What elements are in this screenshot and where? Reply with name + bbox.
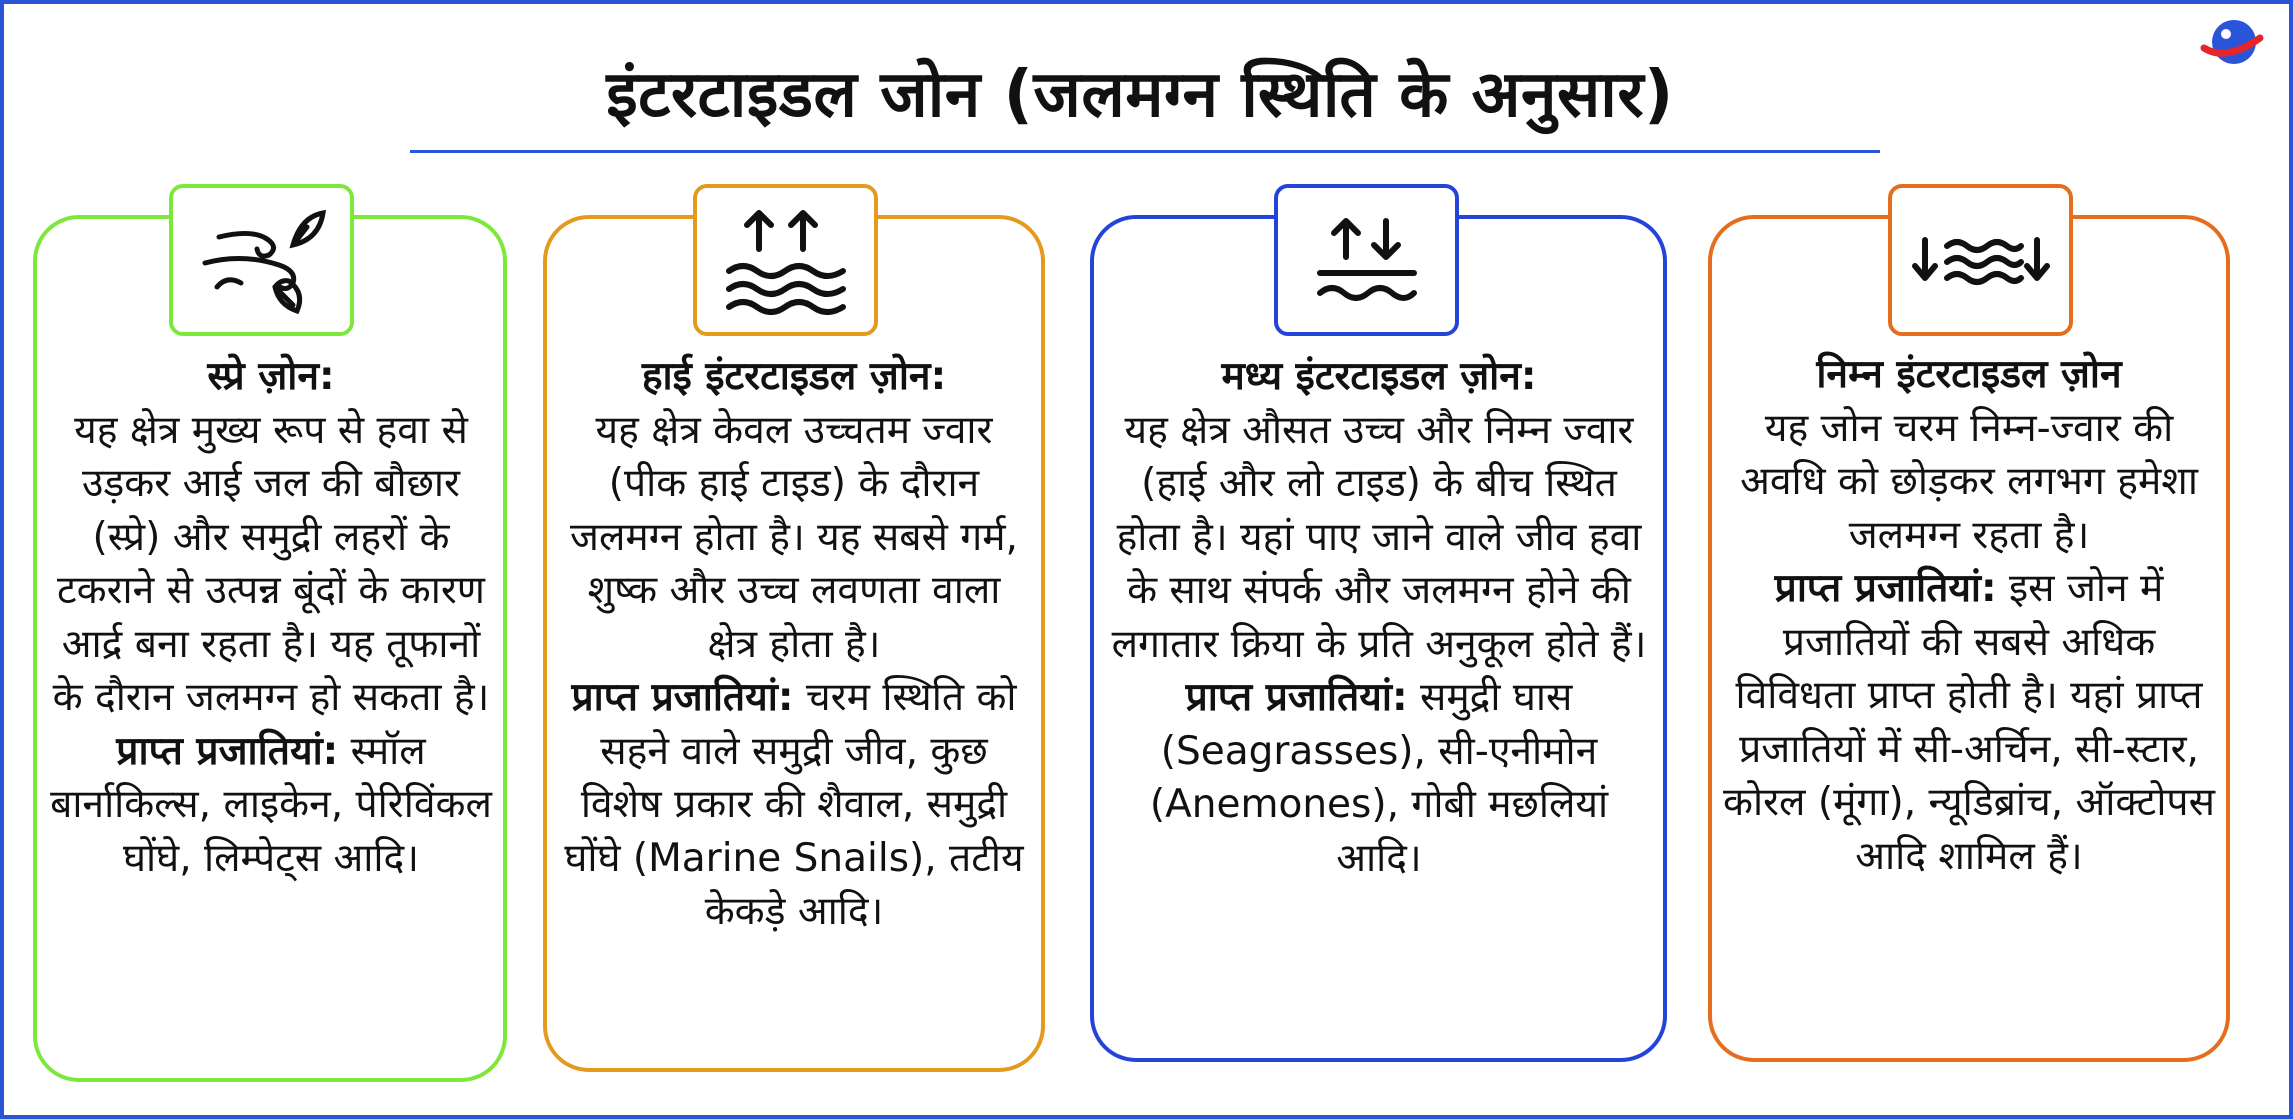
low-intertidal-text [1722, 348, 2216, 883]
middle-intertidal-text [1108, 350, 1650, 885]
low-intertidal-icon-box [1888, 184, 2073, 336]
middle-intertidal-species: समुद्री घास (Seagrasses), सी-एनीमोन (Anemones), गोबी मछलियां आदि। [1149, 675, 1609, 881]
middle-intertidal-icon-box [1274, 184, 1459, 336]
low-intertidal-heading: निम्न इंटरटाइडल ज़ोन [1816, 352, 2122, 397]
title-underline [410, 150, 1880, 153]
high-intertidal-species-label: प्राप्त प्रजातियां: [571, 675, 794, 720]
spray-zone-heading: स्प्रे ज़ोन: [207, 354, 335, 399]
spray-zone-body: यह क्षेत्र मुख्य रूप से हवा से उड़कर आई जल की बौछार (स्प्रे) और समुद्री लहरों के टकराने से उत्पन्न बूंदों के कारण आर्द्र बना रहता है। यह तूफानों के दौरान जलमग्न हो सकता है। [52, 407, 490, 720]
page-title: इंटरटाइडल जोन (जलमग्न स्थिति के अनुसार) [606, 58, 1674, 132]
arrows-up-waves-icon [721, 205, 851, 315]
high-intertidal-text [558, 350, 1030, 939]
middle-intertidal-heading: मध्य इंटरटाइडल ज़ोन: [1221, 354, 1537, 399]
arrows-updown-waterline-icon [1302, 205, 1432, 315]
middle-intertidal-body: यह क्षेत्र औसत उच्च और निम्न ज्वार (हाई और लो टाइड) के बीच स्थित होता है। यहां पाए जाने वाले जीव हवा के साथ संपर्क और जलमग्न होने की लगातार क्रिया के प्रति अनुकूल होते हैं। [1111, 407, 1647, 667]
spray-zone-text [45, 350, 497, 885]
low-intertidal-species: इस जोन में प्रजातियों की सबसे अधिक विविधता प्राप्त होती है। यहां प्राप्त प्रजातियों में सी-अर्चिन, सी-स्टार, कोरल (मूंगा), न्यूडिब्रांच, ऑक्टोपस आदि शामिल हैं। [1723, 566, 2215, 879]
middle-intertidal-species-label: प्राप्त प्रजातियां: [1185, 675, 1408, 720]
spray-zone-icon-box [169, 184, 354, 336]
brand-logo-icon [2196, 8, 2266, 78]
high-intertidal-icon-box [693, 184, 878, 336]
high-intertidal-heading: हाई इंटरटाइडल ज़ोन: [641, 354, 947, 399]
wind-leaf-icon [197, 205, 327, 315]
high-intertidal-species: चरम स्थिति को सहने वाले समुद्री जीव, कुछ विशेष प्रकार की शैवाल, समुद्री घोंघे (Marine Snails), तटीय केकड़े आदि। [564, 675, 1024, 934]
high-intertidal-body: यह क्षेत्र केवल उच्चतम ज्वार (पीक हाई टाइड) के दौरान जलमग्न होता है। यह सबसे गर्म, शुष्क और उच्च लवणता वाला क्षेत्र होता है। [570, 407, 1018, 667]
spray-zone-species-label: प्राप्त प्रजातियां: [116, 728, 339, 774]
spray-zone-species: स्मॉल बार्नाकिल्स, लाइकेन, पेरिविंकल घोंघे, लिम्पेट्स आदि। [50, 728, 492, 881]
low-intertidal-species-label: प्राप्त प्रजातियां: [1774, 566, 1997, 611]
arrows-down-waves-icon [1911, 220, 2051, 300]
low-intertidal-body: यह जोन चरम निम्न-ज्वार की अवधि को छोड़कर लगभग हमेशा जलमग्न रहता है। [1740, 405, 2198, 558]
